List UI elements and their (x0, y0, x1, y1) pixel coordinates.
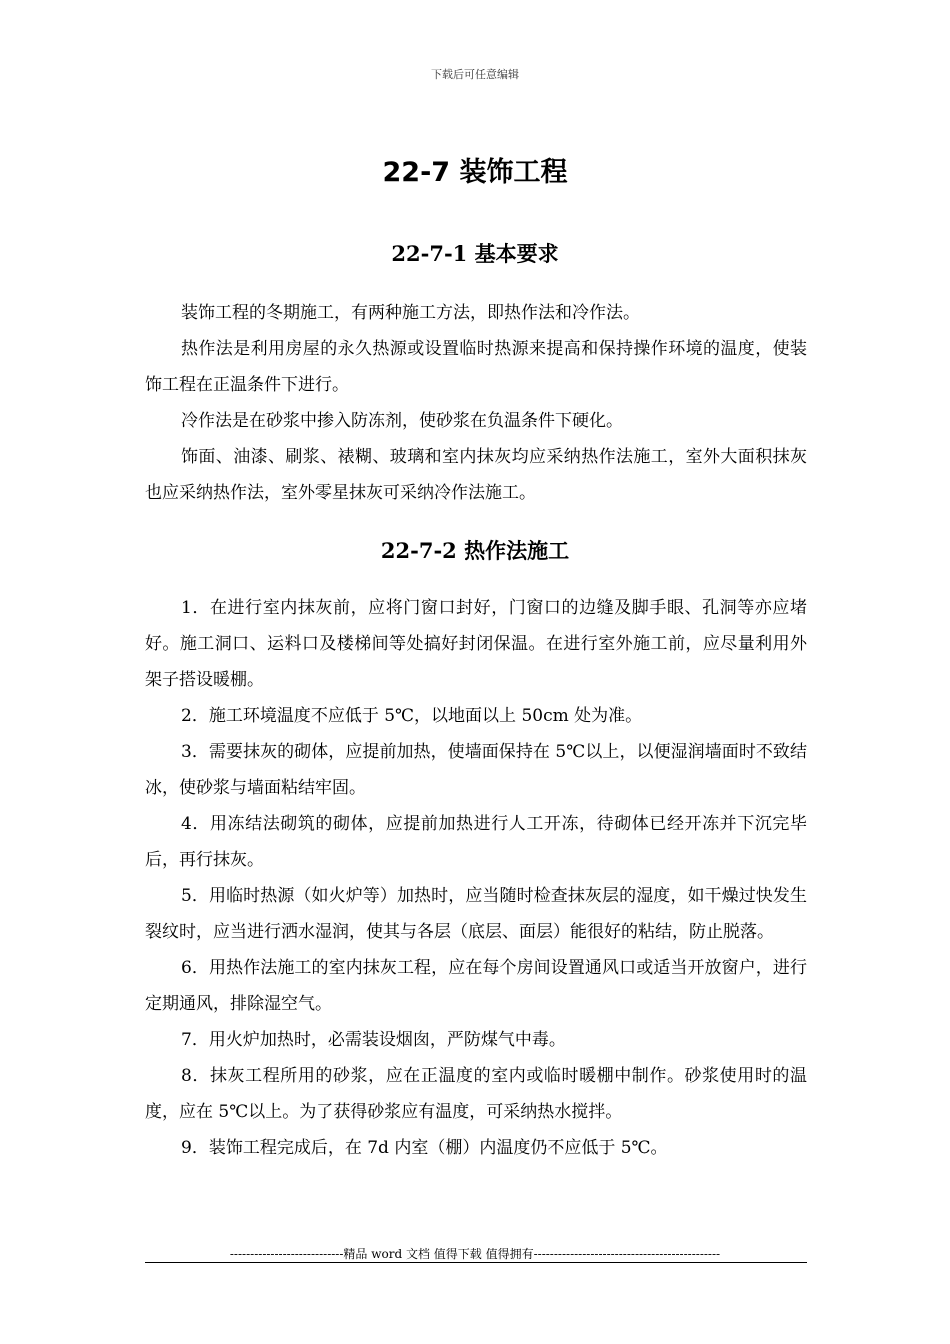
footer-divider (145, 1262, 807, 1263)
paragraph: 热作法是利用房屋的永久热源或设置临时热源来提高和保持操作环境的温度，使装饰工程在正温条件下进行。 (145, 339, 807, 395)
list-item: 1．在进行室内抹灰前，应将门窗口封好，门窗口的边缝及脚手眼、孔洞等亦应堵好。施工洞口、运料口及楼梯间等处搞好封闭保温。在进行室外施工前，应尽量利用外架子搭设暖棚。 (145, 598, 807, 690)
section-body-hot-method (145, 590, 807, 1166)
section-body-basic (145, 295, 807, 511)
section-heading-basic: 22-7-1 基本要求 (391, 241, 559, 266)
page-header: 下载后可任意编辑 (431, 68, 519, 81)
list-item: 9．装饰工程完成后，在 7d 内室（棚）内温度仍不应低于 5℃。 (181, 1138, 668, 1158)
list-item: 3．需要抹灰的砌体，应提前加热，使墙面保持在 5℃以上，以便湿润墙面时不致结冰，使砂浆与墙面粘结牢固。 (145, 742, 807, 798)
paragraph: 装饰工程的冬期施工，有两种施工方法，即热作法和冷作法。 (181, 303, 640, 323)
paragraph: 冷作法是在砂浆中掺入防冻剂，使砂浆在负温条件下硬化。 (181, 411, 623, 431)
list-item: 5．用临时热源（如火炉等）加热时，应当随时检查抹灰层的湿度，如干燥过快发生裂纹时，应当进行洒水湿润，使其与各层（底层、面层）能很好的粘结，防止脱落。 (145, 886, 807, 942)
page-title: 22-7 装饰工程 (382, 157, 568, 188)
list-item: 2．施工环境温度不应低于 5℃，以地面以上 50cm 处为准。 (181, 706, 643, 726)
list-item: 8．抹灰工程所用的砂浆，应在正温度的室内或临时暖棚中制作。砂浆使用时的温度，应在 5℃以上。为了获得砂浆应有温度，可采纳热水搅拌。 (145, 1066, 807, 1122)
list-item: 6．用热作法施工的室内抹灰工程，应在每个房间设置通风口或适当开放窗户，进行定期通风，排除湿空气。 (145, 958, 807, 1014)
list-item: 4．用冻结法砌筑的砌体，应提前加热进行人工开冻，待砌体已经开冻并下沉完毕后，再行抹灰。 (145, 814, 807, 870)
page-footer: ----------------------------精品 word 文档 值得下载 值得拥有---------------------------------------------- (229, 1247, 721, 1261)
section-heading-hot-method: 22-7-2 热作法施工 (380, 538, 570, 563)
paragraph: 饰面、油漆、刷浆、裱糊、玻璃和室内抹灰均应采纳热作法施工，室外大面积抹灰也应采纳热作法，室外零星抹灰可采纳冷作法施工。 (145, 447, 807, 503)
list-item: 7．用火炉加热时，必需装设烟囱，严防煤气中毒。 (181, 1030, 566, 1050)
